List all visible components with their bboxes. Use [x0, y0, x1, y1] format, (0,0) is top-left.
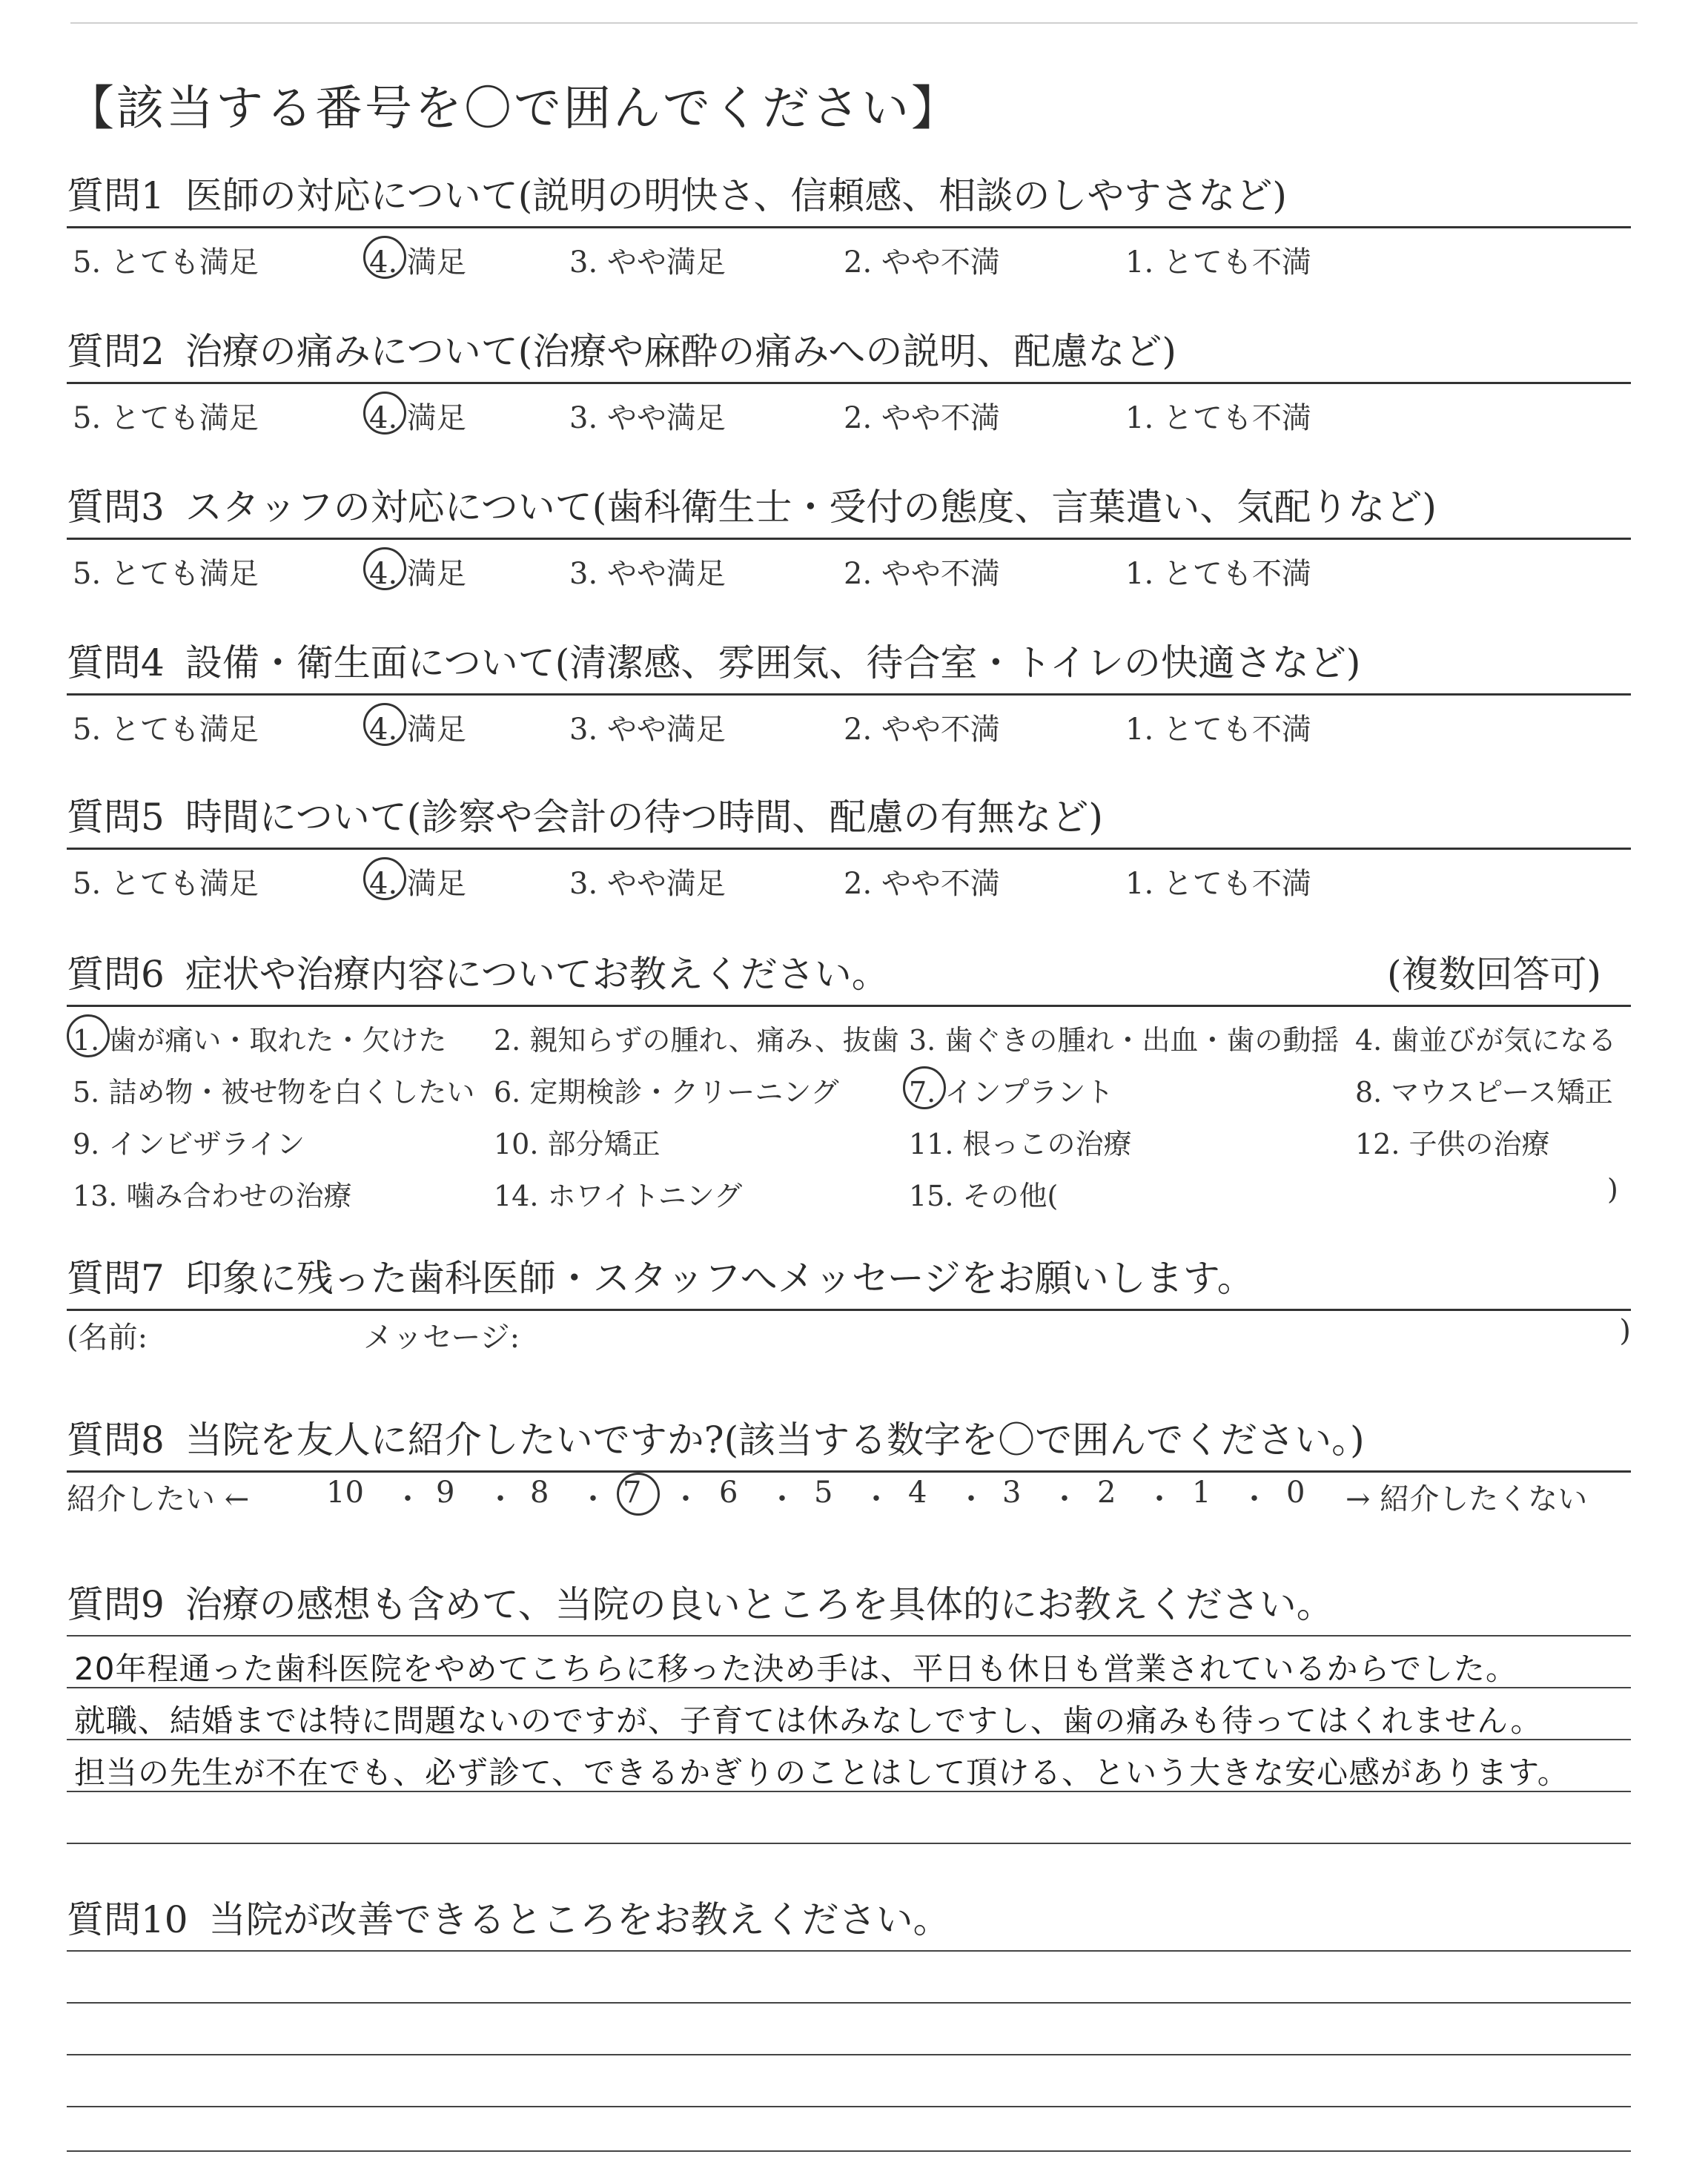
symptom-option-12[interactable]: 12. 子供の治療: [1355, 1128, 1550, 1160]
symptom-option-13[interactable]: 13. 噛み合わせの治療: [73, 1180, 352, 1212]
option-1[interactable]: 1. とても不満: [1125, 867, 1311, 901]
option-5[interactable]: 5. とても満足: [73, 557, 259, 591]
message-field[interactable]: [67, 1314, 1638, 1358]
symptom-option-2[interactable]: 2. 親知らずの腫れ、痛み、抜歯: [494, 1024, 899, 1057]
option-3[interactable]: 3. やや満足: [569, 245, 726, 280]
question-number: 質問3: [67, 486, 165, 529]
divider: [67, 848, 1631, 850]
symptom-option-4[interactable]: 4. 歯並びが気になる: [1355, 1024, 1617, 1057]
symptom-option-9[interactable]: 9. インビザライン: [73, 1128, 305, 1160]
option-3[interactable]: 3. やや満足: [569, 557, 726, 591]
option-4-selected[interactable]: 4. 満足: [369, 550, 466, 592]
option-3[interactable]: 3. やや満足: [569, 401, 726, 435]
divider: [67, 1005, 1631, 1007]
message-close-paren: ): [1619, 1314, 1631, 1348]
option-1[interactable]: 1. とても不満: [1125, 713, 1311, 747]
question-text: 設備・衛生面について(清潔感、雰囲気、待合室・トイレの快適さなど): [185, 641, 1361, 684]
symptom-option-14[interactable]: 14. ホワイトニング: [494, 1180, 743, 1212]
scale-7-selected[interactable]: 7: [623, 1476, 642, 1510]
question-2-options: [73, 394, 1311, 439]
symptom-option-11[interactable]: 11. 根っこの治療: [909, 1128, 1132, 1160]
question-number: 質問5: [67, 796, 165, 839]
question-10-header: [67, 1895, 1631, 1952]
recommend-scale: 紹介したい ← 10 ・ 9 ・ 8 ・ 7 ・ 6 ・ 5 ・ 4 ・ 3 ・ 2 ・ 1 ・ 0 → 紹介したくない: [67, 1476, 1588, 1516]
question-1-header: [67, 171, 1631, 228]
question-2-header: [67, 326, 1631, 384]
question-text: 当院を友人に紹介したいですか?(該当する数字を〇で囲んでください。): [185, 1418, 1365, 1462]
question-text: スタッフの対応について(歯科衛生士・受付の態度、言葉遣い、気配りなど): [185, 486, 1437, 529]
page-title: 【該当する番号を〇で囲んでください】: [67, 82, 961, 136]
question-3-header: [67, 482, 1631, 540]
option-1[interactable]: 1. とても不満: [1125, 401, 1311, 435]
option-1[interactable]: 1. とても不満: [1125, 557, 1311, 591]
symptom-option-1-selected[interactable]: 1. 歯が痛い・取れた・欠けた: [73, 1017, 446, 1058]
scale-1[interactable]: 1: [1192, 1476, 1211, 1510]
other-close-paren: ): [1607, 1173, 1618, 1206]
divider: [67, 693, 1631, 696]
question-7-header: [67, 1253, 1631, 1311]
recommend-right-label: → 紹介したくない: [1345, 1482, 1588, 1516]
option-5[interactable]: 5. とても満足: [73, 867, 259, 901]
divider: [67, 382, 1631, 384]
divider: [67, 226, 1631, 228]
scale-0[interactable]: 0: [1286, 1476, 1305, 1510]
scale-6[interactable]: 6: [719, 1476, 738, 1510]
option-3[interactable]: 3. やや満足: [569, 867, 726, 901]
symptom-option-10[interactable]: 10. 部分矯正: [494, 1128, 661, 1160]
symptom-option-8[interactable]: 8. マウスピース矯正: [1355, 1076, 1613, 1109]
question-text: 治療の感想も含めて、当院の良いところを具体的にお教えください。: [185, 1583, 1334, 1626]
option-2[interactable]: 2. やや不満: [844, 867, 1000, 901]
option-5[interactable]: 5. とても満足: [73, 713, 259, 747]
name-label: (名前:: [67, 1321, 148, 1355]
question-text: 医師の対応について(説明の明快さ、信頼感、相談のしやすさなど): [185, 174, 1287, 217]
symptom-option-5[interactable]: 5. 詰め物・被せ物を白くしたい: [73, 1076, 475, 1109]
top-border: [70, 22, 1638, 24]
divider: [67, 538, 1631, 540]
option-5[interactable]: 5. とても満足: [73, 401, 259, 435]
q9-handwritten-line-2: 就職、結婚までは特に問題ないのですが、子育ては休みなしですし、歯の痛みも待ってはくれません。: [74, 1702, 1543, 1739]
option-5[interactable]: 5. とても満足: [73, 245, 259, 280]
recommend-left-label: 紹介したい ←: [67, 1482, 250, 1516]
question-text: 時間について(診察や会計の待つ時間、配慮の有無など): [185, 796, 1103, 839]
option-2[interactable]: 2. やや不満: [844, 245, 1000, 280]
scale-10[interactable]: 10: [326, 1476, 364, 1510]
message-label: メッセージ:: [363, 1321, 520, 1355]
question-number: 質問10: [67, 1898, 188, 1941]
symptom-option-15-other[interactable]: 15. その他(: [909, 1180, 1059, 1212]
symptom-option-6[interactable]: 6. 定期検診・クリーニング: [494, 1076, 839, 1109]
option-4-selected[interactable]: 4. 満足: [369, 706, 466, 748]
option-2[interactable]: 2. やや不満: [844, 713, 1000, 747]
question-9-header: [67, 1579, 1631, 1637]
divider: [67, 1309, 1631, 1311]
question-8-header: [67, 1415, 1631, 1473]
question-number: 質問2: [67, 330, 165, 373]
question-5-options: [73, 860, 1311, 905]
question-text: 治療の痛みについて(治療や麻酔の痛みへの説明、配慮など): [185, 330, 1176, 373]
question-4-options: [73, 706, 1311, 750]
question-1-options: [73, 239, 1311, 283]
divider: [67, 1470, 1631, 1473]
scale-9[interactable]: 9: [436, 1476, 455, 1510]
option-2[interactable]: 2. やや不満: [844, 401, 1000, 435]
question-number: 質問4: [67, 641, 165, 684]
question-3-options: [73, 550, 1311, 595]
option-3[interactable]: 3. やや満足: [569, 713, 726, 747]
q9-handwritten-line-3: 担当の先生が不在でも、必ず診て、できるかぎりのことはして頂ける、という大きな安心感があります。: [74, 1754, 1569, 1791]
question-number: 質問9: [67, 1583, 165, 1626]
question-5-header: [67, 792, 1631, 850]
scale-8[interactable]: 8: [530, 1476, 549, 1510]
scale-2[interactable]: 2: [1097, 1476, 1116, 1510]
question-number: 質問1: [67, 174, 165, 217]
question-6-header: [67, 949, 1631, 1007]
symptom-option-7-selected[interactable]: 7. インプラント: [909, 1069, 1113, 1110]
question-text: 症状や治療内容についてお教えください。: [185, 953, 889, 996]
q9-handwritten-line-1: 20年程通った歯科医院をやめてこちらに移った決め手は、平日も休日も営業されているからでした。: [74, 1651, 1518, 1687]
option-4-selected[interactable]: 4. 満足: [369, 239, 466, 281]
question-number: 質問7: [67, 1257, 165, 1300]
question-number: 質問8: [67, 1418, 165, 1462]
question-text: 印象に残った歯科医師・スタッフへメッセージをお願いします。: [185, 1257, 1254, 1300]
multiple-answer-note: (複数回答可): [1386, 953, 1601, 996]
option-4-selected[interactable]: 4. 満足: [369, 394, 466, 437]
scale-5[interactable]: 5: [814, 1476, 833, 1510]
option-4-selected[interactable]: 4. 満足: [369, 860, 466, 902]
question-number: 質問6: [67, 953, 165, 996]
option-2[interactable]: 2. やや不満: [844, 557, 1000, 591]
scale-3[interactable]: 3: [1002, 1476, 1022, 1510]
scale-4[interactable]: 4: [908, 1476, 927, 1510]
symptom-option-3[interactable]: 3. 歯ぐきの腫れ・出血・歯の動揺: [909, 1024, 1340, 1057]
question-4-header: [67, 638, 1631, 696]
option-1[interactable]: 1. とても不満: [1125, 245, 1311, 280]
question-text: 当院が改善できるところをお教えください。: [208, 1898, 950, 1941]
